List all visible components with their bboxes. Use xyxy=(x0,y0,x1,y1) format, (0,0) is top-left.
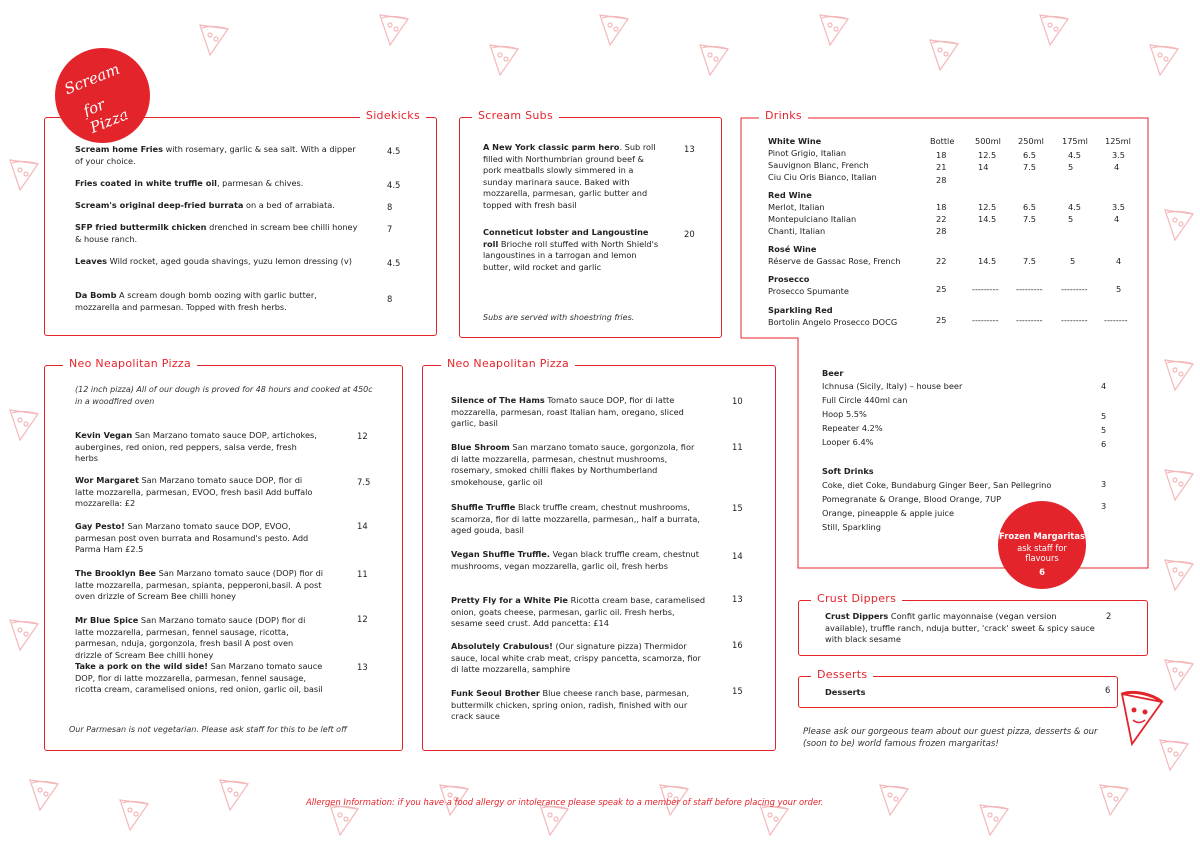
drinks-group-heading: Red Wine xyxy=(768,190,812,200)
item-price: 6 xyxy=(1105,685,1111,695)
drink-price: 12.5 xyxy=(978,202,997,212)
item-price: 11 xyxy=(732,442,743,452)
logo-line1: Scream xyxy=(61,59,123,99)
section-title: Scream Subs xyxy=(472,109,559,122)
drink-price: --------- xyxy=(972,284,999,294)
frozen-margaritas-badge xyxy=(998,501,1086,589)
drink-name: Repeater 4.2% xyxy=(822,423,883,433)
drinks-group-heading: White Wine xyxy=(768,136,822,146)
drink-price: 25 xyxy=(936,284,947,294)
neo-pizza-section-2 xyxy=(422,357,776,751)
drinks-title: Drinks xyxy=(759,109,808,122)
drink-price: 4 xyxy=(1114,214,1120,224)
menu-item: Take a pork on the wild side! San Marzano tomato sauce DOP, fior di latte mozzarella, parmesan, fennel sausage, ricotta cream, caramelised onions, red onion, garlic oil, basil xyxy=(75,661,323,695)
drink-name: Ichnusa (Sicily, Italy) – house beer xyxy=(822,381,963,391)
drink-price: 14.5 xyxy=(978,214,997,224)
menu-item: Scream home Fries with rosemary, garlic & sea salt. With a dipper of your choice. xyxy=(75,144,356,166)
section-title: Neo Neapolitan Pizza xyxy=(63,357,197,370)
drink-name: Full Circle 440ml can xyxy=(822,395,908,405)
menu-item: Mr Blue Spice San Marzano tomato sauce (DOP) fior di latte mozzarella, parmesan, fennel sausage, ricotta, parmesan, nduja, gorgonzola, fresh basil A post oven drizzle of Scream Bee chilli honey xyxy=(75,615,306,660)
drink-price: 7.5 xyxy=(1023,162,1037,172)
drink-price: 3.5 xyxy=(1112,150,1126,160)
menu-item: Kevin Vegan San Marzano tomato sauce DOP, artichokes, aubergines, red onion, red peppers, salsa verde, fresh herbs xyxy=(75,430,317,464)
drink-price: 3 xyxy=(1101,479,1107,489)
item-price: 13 xyxy=(732,594,743,604)
item-price: 16 xyxy=(732,640,743,650)
drink-name: Merlot, Italian xyxy=(768,202,825,212)
item-price: 12 xyxy=(357,614,368,624)
drink-name: Coke, diet Coke, Bundaburg Ginger Beer, San Pellegrino xyxy=(822,480,1052,490)
drinks-group-heading: Sparkling Red xyxy=(768,305,833,315)
drink-price: 28 xyxy=(936,226,947,236)
logo-line2: for Pizza xyxy=(80,95,131,137)
item-price: 7 xyxy=(387,224,393,234)
drink-name: Prosecco Spumante xyxy=(768,286,849,296)
drink-price: 7.5 xyxy=(1023,214,1037,224)
drink-name: Réserve de Gassac Rose, French xyxy=(768,256,901,266)
item-price: 15 xyxy=(732,503,743,513)
section-title: Desserts xyxy=(811,668,873,681)
menu-item: Desserts xyxy=(825,687,866,697)
parmesan-note: Our Parmesan is not vegetarian. Please ask staff for this to be left off xyxy=(69,725,347,734)
menu-item: Leaves Wild rocket, aged gouda shavings, yuzu lemon dressing (v) xyxy=(75,256,352,266)
drink-price: 14 xyxy=(978,162,989,172)
menu-item: Shuffle Truffle Black truffle cream, chestnut mushrooms, scamorza, fior di latte mozzarella, parmesan,, half a burrata, aged gouda, basil xyxy=(451,502,700,536)
item-price: 4.5 xyxy=(387,258,401,268)
menu-item: Da Bomb A scream dough bomb oozing with garlic butter, mozzarella and parmesan. Topped with fresh herbs. xyxy=(75,290,317,312)
drink-name: Hoop 5.5% xyxy=(822,409,867,419)
drink-price: 6.5 xyxy=(1023,202,1037,212)
menu-item: Pretty Fly for a White Pie Ricotta cream base, caramelised onion, goats cheese, parmesan, garlic oil. Fresh herbs, sesame seed crust. Add pancetta: £14 xyxy=(451,595,706,629)
menu-item: A New York classic parm hero. Sub roll filled with Northumbrian ground beef & pork meatballs slowly simmered in a sunday marinara sauce. Baked with mozzarella, parmesan, garlic butter and topped with fresh basil xyxy=(483,142,656,210)
section-title: Sidekicks xyxy=(360,109,426,122)
item-price: 7.5 xyxy=(357,477,371,487)
menu-item: The Brooklyn Bee San Marzano tomato sauce (DOP) fior di latte mozzarella, parmesan, spianta, pepperoni,basil. A post oven drizzle of Scream Bee chilli honey xyxy=(75,568,324,602)
drink-price: 22 xyxy=(936,256,947,266)
drink-price: 4 xyxy=(1101,381,1107,391)
col-header: 250ml xyxy=(1018,136,1044,146)
drink-price: 6.5 xyxy=(1023,150,1037,160)
drink-price: 4.5 xyxy=(1068,150,1082,160)
crust-dippers-section xyxy=(798,592,1148,656)
item-price: 13 xyxy=(357,662,368,672)
badge-price: 6 xyxy=(1039,567,1045,577)
drink-price: 3.5 xyxy=(1112,202,1126,212)
item-price: 13 xyxy=(684,144,695,154)
drink-name: Ciu Ciu Oris Bianco, Italian xyxy=(768,172,877,182)
drink-price: 4.5 xyxy=(1068,202,1082,212)
drink-price: 3 xyxy=(1101,501,1107,511)
item-price: 8 xyxy=(387,294,393,304)
item-price: 20 xyxy=(684,229,695,239)
drinks-group-heading: Beer xyxy=(822,368,844,378)
dough-note: (12 inch pizza) All of our dough is proved for 48 hours and cooked at 450c in a woodfired oven xyxy=(75,385,373,406)
col-header: 175ml xyxy=(1062,136,1088,146)
drink-price: 28 xyxy=(936,175,947,185)
drink-price: 5 xyxy=(1070,256,1076,266)
desserts-section xyxy=(798,668,1118,708)
drink-price: -------- xyxy=(1104,315,1128,325)
drink-price: --------- xyxy=(972,315,999,325)
drink-name: Bortolin Angelo Prosecco DOCG xyxy=(768,317,898,327)
col-header: 500ml xyxy=(975,136,1001,146)
menu-item: Absolutely Crabulous! (Our signature pizza) Thermidor sauce, local white crab meat, crispy pancetta, scamorza, fior di latte mozzarella, samphire xyxy=(451,641,701,675)
drink-price: 5 xyxy=(1068,214,1074,224)
pizza-mascot-icon xyxy=(1118,688,1168,748)
drinks-group-heading: Soft Drinks xyxy=(822,466,874,476)
drink-name: Pomegranate & Orange, Blood Orange, 7UP xyxy=(822,494,1002,504)
item-price: 4.5 xyxy=(387,180,401,190)
drink-price: --------- xyxy=(1061,284,1088,294)
item-price: 11 xyxy=(357,569,368,579)
drink-price: 14.5 xyxy=(978,256,997,266)
drink-price: 21 xyxy=(936,162,947,172)
menu-item: Crust Dippers Confit garlic mayonnaise (vegan version available), truffle ranch, nduja butter, 'crack' sweet & spicy sauce with black sesame xyxy=(825,611,1095,645)
menu-item: Silence of The Hams Tomato sauce DOP, fior di latte mozzarella, parmesan, roast Italian ham, oregano, sliced garlic, basil xyxy=(451,395,684,429)
drink-name: Chanti, Italian xyxy=(768,226,826,236)
neo-pizza-section-1 xyxy=(44,357,403,751)
drink-price: --------- xyxy=(1016,284,1043,294)
drink-price: 5 xyxy=(1101,425,1107,435)
menu-item: SFP fried buttermilk chicken drenched in scream bee chilli honey & house ranch. xyxy=(75,222,358,244)
item-price: 14 xyxy=(732,551,743,561)
drink-price: --------- xyxy=(1016,315,1043,325)
drink-price: --------- xyxy=(1061,315,1088,325)
drink-price: 5 xyxy=(1116,284,1122,294)
drink-name: Still, Sparkling xyxy=(822,522,881,532)
drink-price: 18 xyxy=(936,202,947,212)
badge-text: ask staff for xyxy=(1017,543,1067,553)
allergen-note: Allergen Information: if you have a food allergy or intolerance please speak to a member of staff before placing your order. xyxy=(306,797,824,807)
menu-item: Vegan Shuffle Truffle. Vegan black truffle cream, chestnut mushrooms, vegan mozzarella, garlic oil, fresh herbs xyxy=(451,549,699,571)
drink-name: Looper 6.4% xyxy=(822,437,874,447)
drinks-group-heading: Prosecco xyxy=(768,274,810,284)
section-title: Neo Neapolitan Pizza xyxy=(441,357,575,370)
drinks-group-heading: Rosé Wine xyxy=(768,244,817,254)
drink-price: 4 xyxy=(1114,162,1120,172)
menu-item: Gay Pesto! San Marzano tomato sauce DOP, EVOO, parmesan post oven burrata and Rosamund's pesto. Add Parma Ham £2.5 xyxy=(75,521,309,555)
menu-item: Wor Margaret San Marzano tomato sauce DOP, fior di latte mozzarella, parmesan, EVOO, fresh basil Add buffalo mozzarella: £2 xyxy=(75,475,313,509)
drink-price: 7.5 xyxy=(1023,256,1037,266)
item-price: 8 xyxy=(387,202,393,212)
drink-name: Montepulciano Italian xyxy=(768,214,857,224)
drink-name: Pinot Grigio, Italian xyxy=(768,148,847,158)
menu-item: Conneticut lobster and Langoustine roll Brioche roll stuffed with North Shield's langoustines in a tarrogan and lemon butter, wild rocket and garlic xyxy=(483,227,659,272)
item-price: 14 xyxy=(357,521,368,531)
drink-price: 5 xyxy=(1068,162,1074,172)
drink-price: 4 xyxy=(1116,256,1122,266)
drink-price: 6 xyxy=(1101,439,1107,449)
badge-title: Frozen Margaritas xyxy=(999,531,1085,541)
item-price: 4.5 xyxy=(387,146,401,156)
menu-item: Funk Seoul Brother Blue cheese ranch base, parmesan, buttermilk chicken, spring onion, radish, finished with our crack sauce xyxy=(451,688,690,722)
item-price: 12 xyxy=(357,431,368,441)
item-price: 2 xyxy=(1106,611,1112,621)
subs-note: Subs are served with shoestring fries. xyxy=(483,313,635,322)
col-header: Bottle xyxy=(930,136,955,146)
menu-item: Blue Shroom San marzano tomato sauce, gorgonzola, fior di latte mozzarella, parmesan, chestnut mushrooms, rosemary, smoked chilli flakes by Northumberland smokehouse, garlic oil xyxy=(451,442,695,487)
drink-name: Orange, pineapple & apple juice xyxy=(822,508,955,518)
drink-price: 5 xyxy=(1101,411,1107,421)
item-price: 15 xyxy=(732,686,743,696)
item-price: 10 xyxy=(732,396,743,406)
menu-item: Scream's original deep-fried burrata on a bed of arrabiata. xyxy=(75,200,335,210)
badge-text: flavours xyxy=(1025,553,1059,563)
drink-price: 18 xyxy=(936,150,947,160)
menu-item: Fries coated in white truffle oil, parmesan & chives. xyxy=(75,178,304,188)
section-title: Crust Dippers xyxy=(811,592,902,605)
drink-name: Sauvignon Blanc, French xyxy=(768,160,869,170)
col-header: 125ml xyxy=(1105,136,1131,146)
drink-price: 12.5 xyxy=(978,150,997,160)
guest-note: Please ask our gorgeous team about our guest pizza, desserts & our (soon to be) world famous frozen margaritas! xyxy=(803,727,1098,749)
drink-price: 22 xyxy=(936,214,947,224)
drink-price: 25 xyxy=(936,315,947,325)
